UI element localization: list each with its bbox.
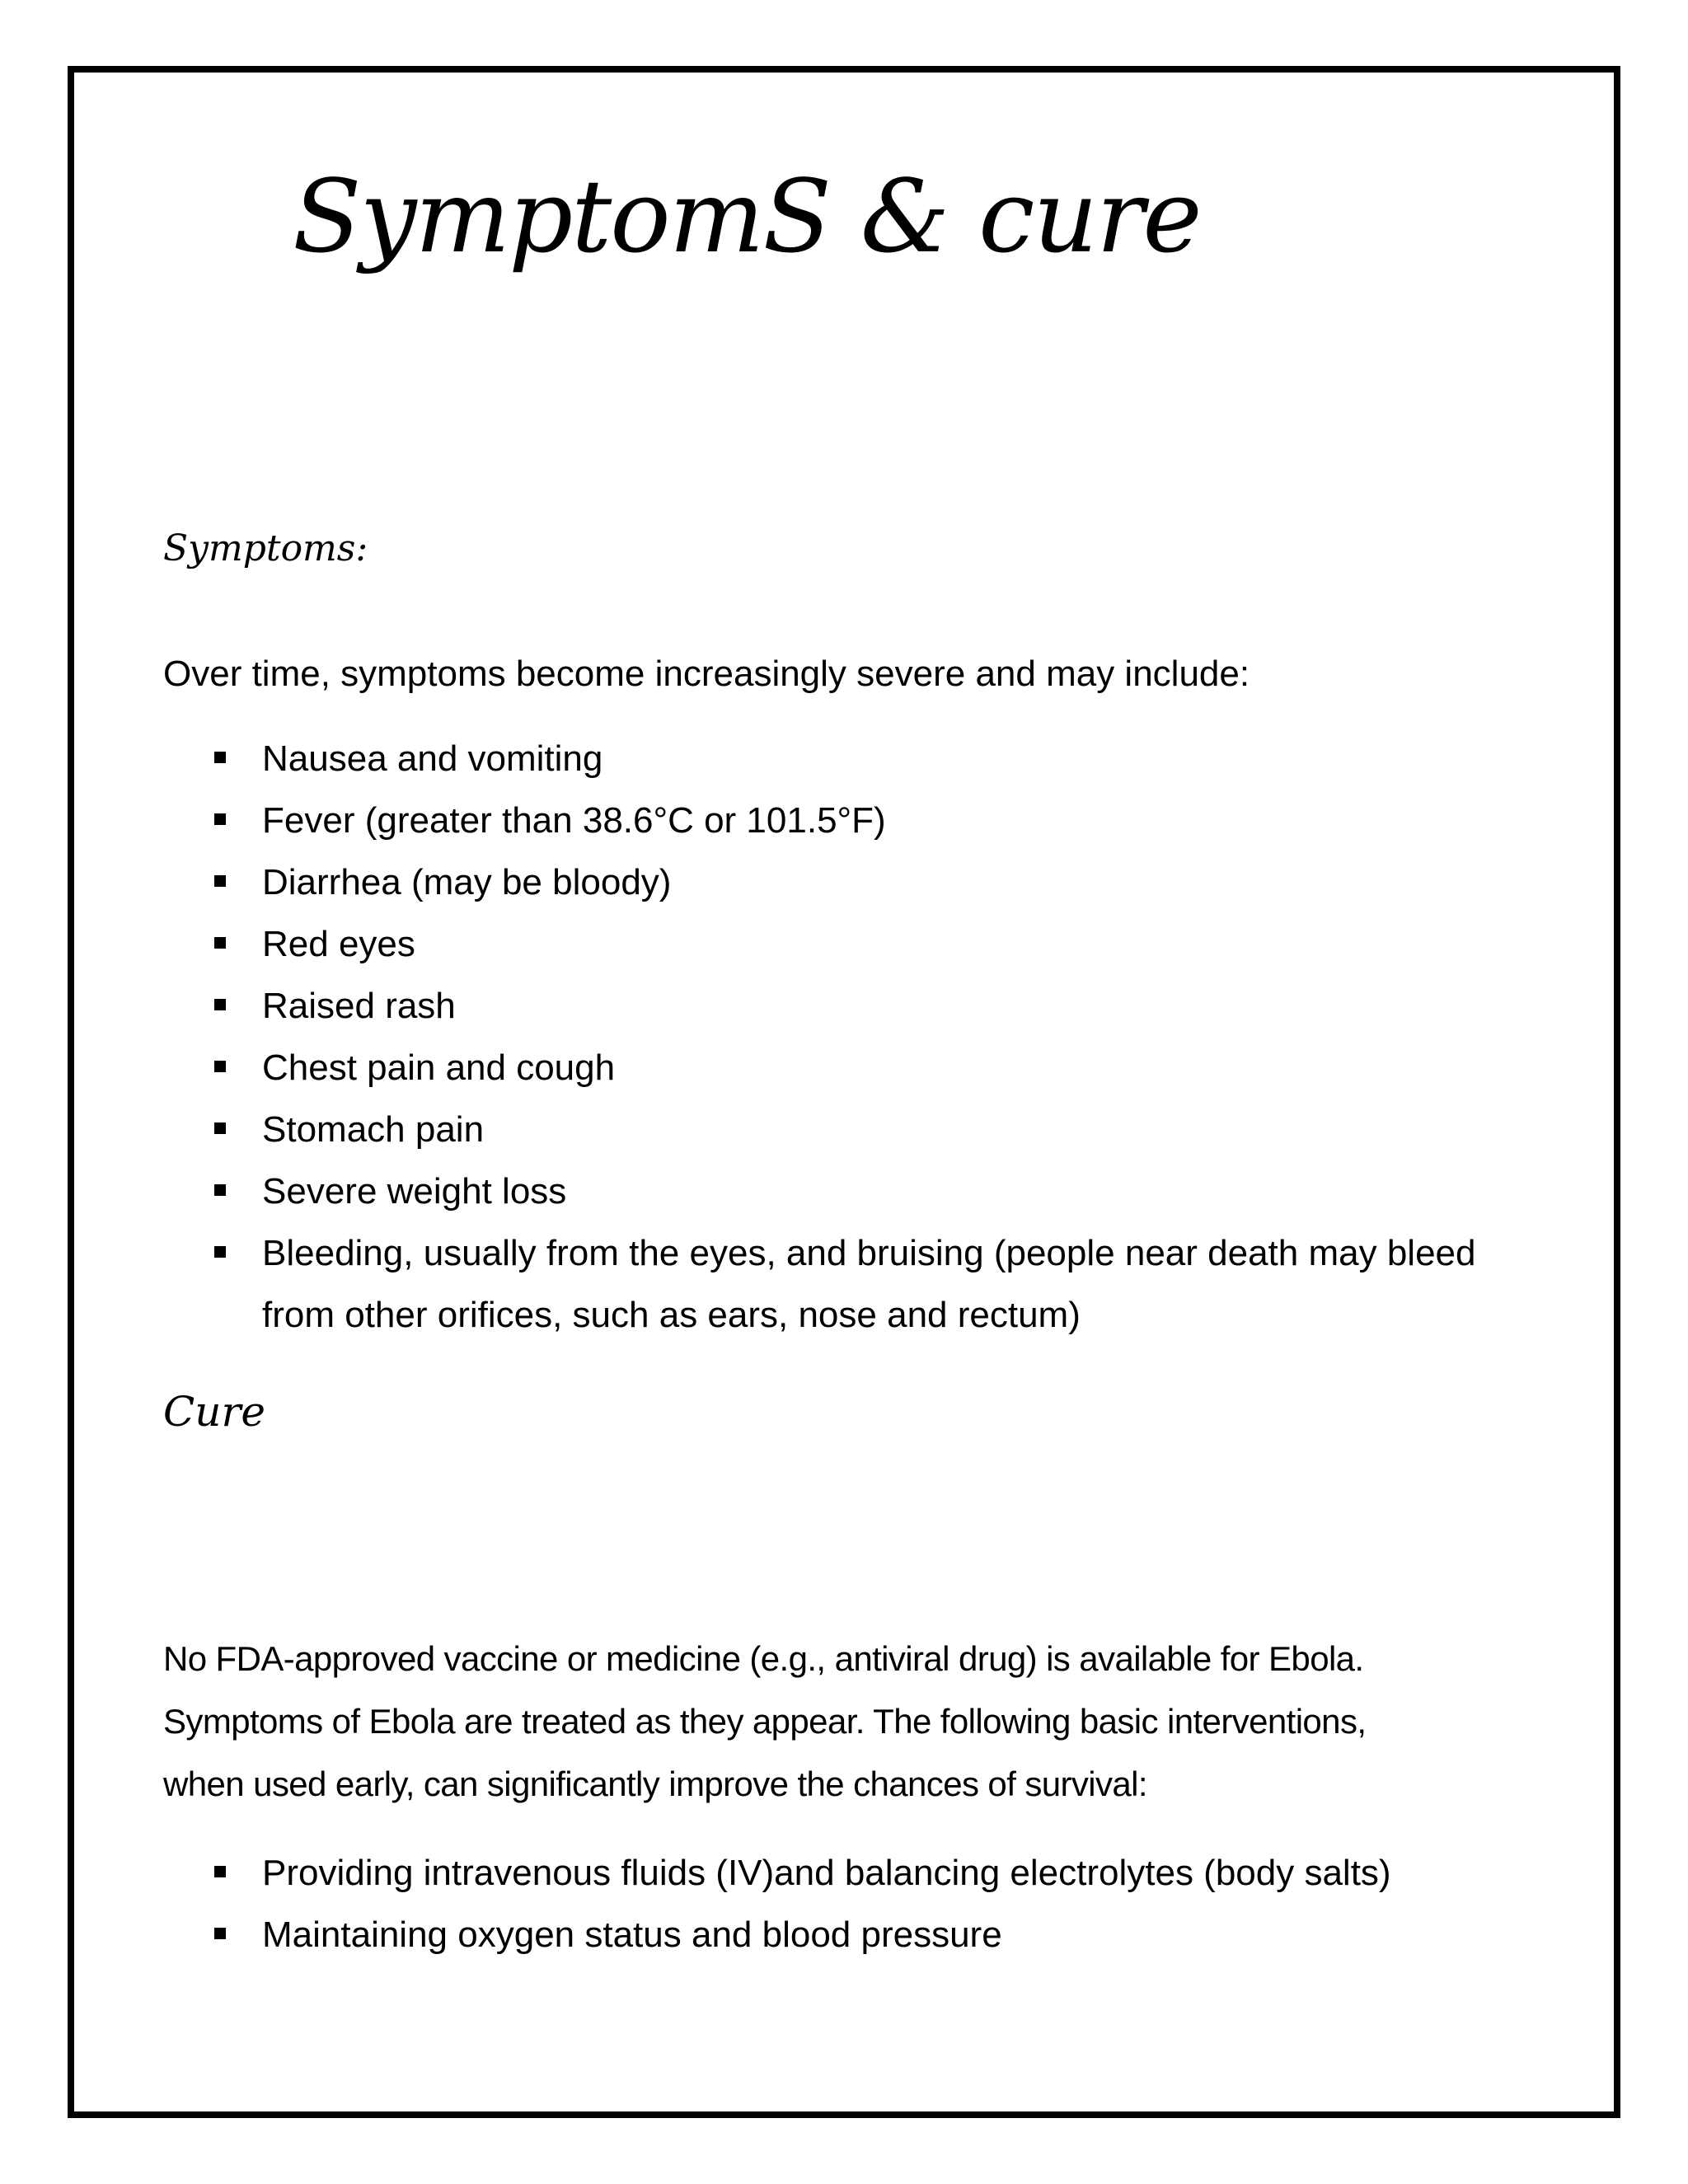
list-item-text: Nausea and vomiting — [262, 738, 603, 779]
list-item — [0, 1037, 1475, 1099]
list-item-text-line-1: Bleeding, usually from the eyes, and bruising (people near death may bleed — [262, 1233, 1476, 1273]
list-item-text: Fever (greater than 38.6°C or 101.5°F) — [262, 800, 886, 841]
list-item — [0, 975, 1475, 1037]
list-item — [0, 913, 1475, 975]
list-item — [0, 1842, 1391, 1904]
symptoms-heading: Symptoms: — [163, 527, 368, 569]
list-item — [0, 1222, 1475, 1346]
square-bullet-icon — [214, 1061, 226, 1072]
cure-paragraph-line: when used early, can significantly improve the chances of survival: — [163, 1765, 1147, 1803]
list-item-text-line-2: from other orifices, such as ears, nose and rectum) — [262, 1295, 1081, 1335]
square-bullet-icon — [214, 1184, 226, 1196]
square-bullet-icon — [214, 875, 226, 887]
list-item-text: Providing intravenous fluids (IV)and balancing electrolytes (body salts) — [262, 1853, 1391, 1893]
list-item — [0, 851, 1475, 913]
list-item-text: Raised rash — [262, 986, 456, 1026]
list-item — [0, 790, 1475, 851]
symptoms-list — [0, 728, 1475, 1346]
cure-paragraph — [163, 1628, 1366, 1816]
list-item — [0, 1160, 1475, 1222]
cure-paragraph-line: Symptoms of Ebola are treated as they appear. The following basic interventions, — [163, 1702, 1367, 1741]
page-title: SymptomS & cure — [293, 158, 1201, 275]
square-bullet-icon — [214, 937, 226, 949]
list-item-text: Severe weight loss — [262, 1171, 567, 1212]
list-item-text: Maintaining oxygen status and blood pressure — [262, 1915, 1002, 1955]
list-item-text: Diarrhea (may be bloody) — [262, 862, 672, 902]
square-bullet-icon — [214, 1928, 226, 1939]
list-item — [0, 1904, 1391, 1966]
square-bullet-icon — [214, 752, 226, 763]
symptoms-intro: Over time, symptoms become increasingly severe and may include: — [163, 654, 1250, 694]
cure-heading: Cure — [163, 1388, 265, 1436]
list-item — [0, 1099, 1475, 1160]
square-bullet-icon — [214, 999, 226, 1010]
list-item-text: Stomach pain — [262, 1109, 485, 1150]
square-bullet-icon — [214, 1866, 226, 1877]
square-bullet-icon — [214, 1246, 226, 1258]
list-item-text: Chest pain and cough — [262, 1047, 616, 1088]
cure-list — [0, 1842, 1391, 1966]
square-bullet-icon — [214, 1122, 226, 1134]
list-item — [0, 728, 1475, 790]
square-bullet-icon — [214, 813, 226, 825]
cure-paragraph-line: No FDA-approved vaccine or medicine (e.g., antiviral drug) is available for Ebola. — [163, 1639, 1364, 1678]
list-item-text: Red eyes — [262, 924, 415, 964]
